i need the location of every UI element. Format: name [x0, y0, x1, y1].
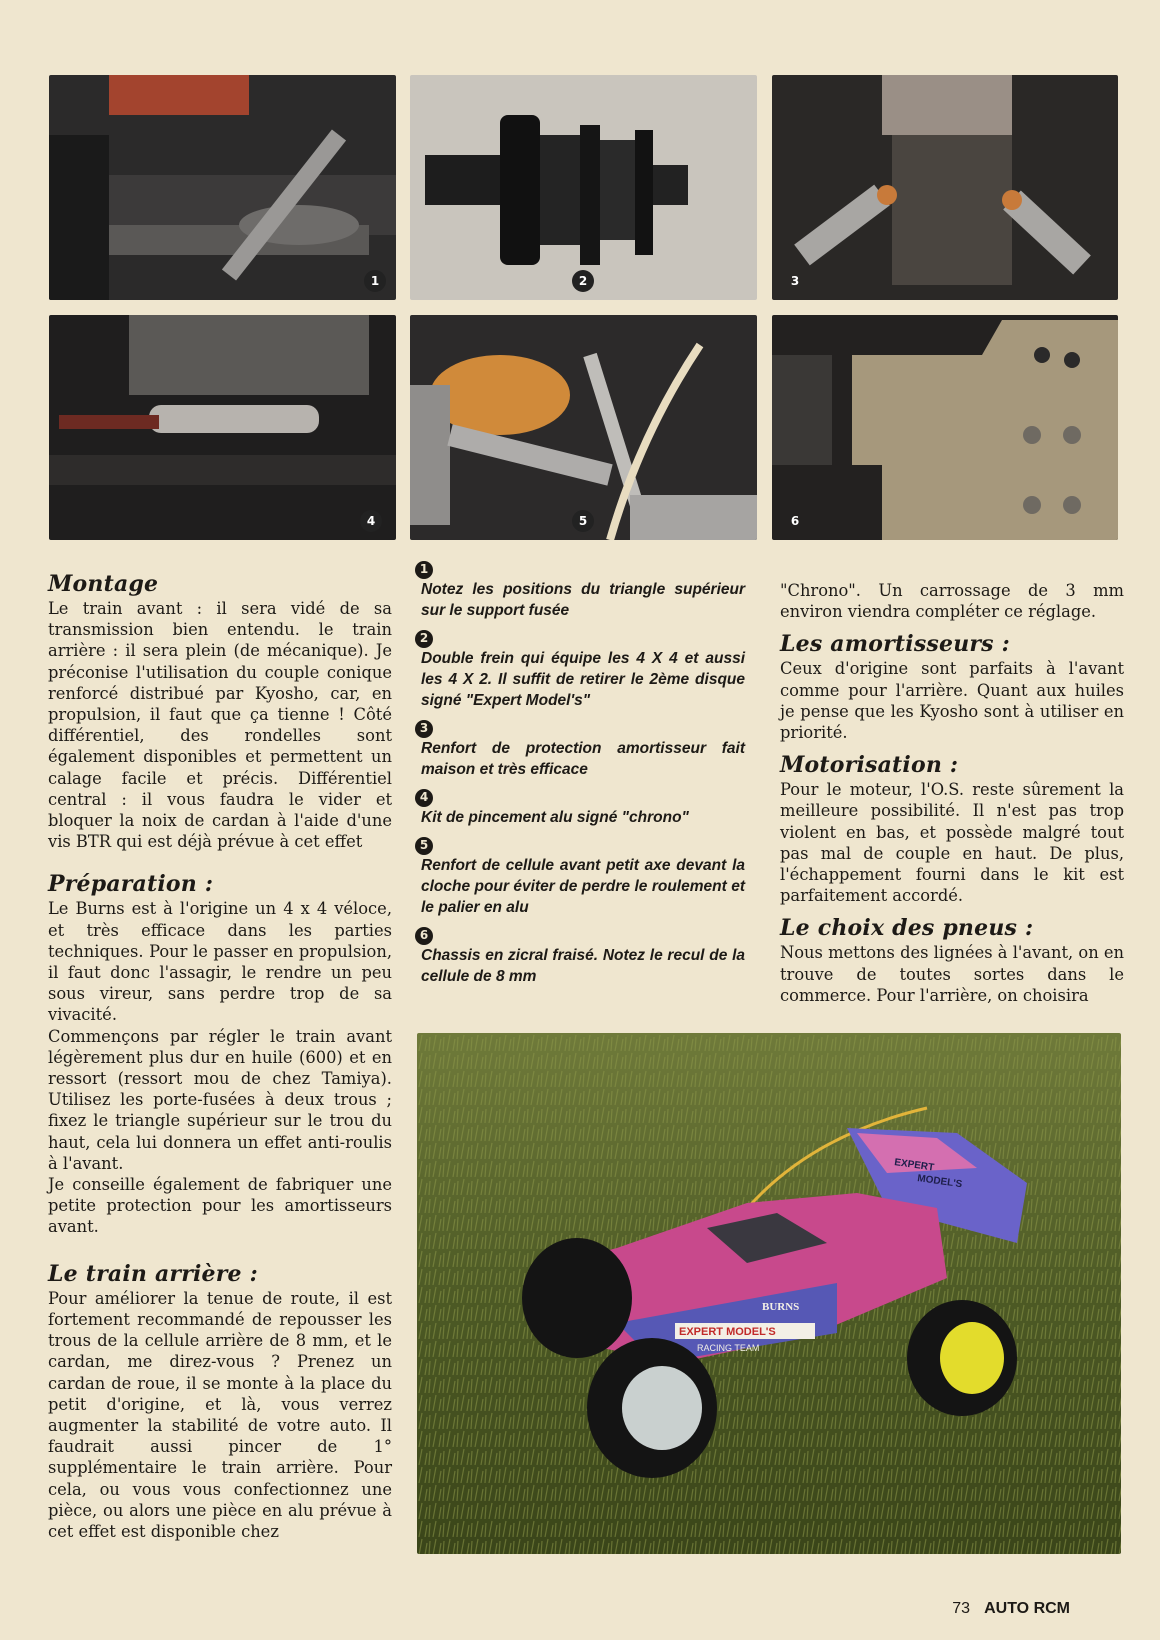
wing-decal-models: MODEL'S [916, 1173, 963, 1191]
caption-item [415, 627, 745, 711]
heading-preparation: Préparation : [48, 871, 214, 898]
paragraph-preparation-2: Commençons par régler le train avant légèrement plus dur en huile (600) et en ressort (ressort mou de chez Tamiya). Utilisez les porte-fusées à deux trous ; fixez le triangle supérieur sur le trou du haut, cela lui donnera un effet anti-roulis à l'avant. [48, 1026, 392, 1173]
heading-montage: Montage [48, 571, 159, 597]
paragraph-preparation-3: Je conseille également de fabriquer une petite protection pour les amortisseurs avant. [48, 1175, 392, 1237]
article-column-1 [48, 570, 392, 1542]
caption-number: 1 [415, 561, 433, 579]
photo-number: 3 [790, 274, 800, 288]
caption-text: Kit de pincement alu signé "chrono" [421, 809, 689, 826]
caption-text: Renfort de cellule avant petit axe devant la cloche pour éviter de perdre le roulement et le palier en alu [421, 857, 745, 916]
paragraph-continued: "Chrono". Un carrossage de 3 mm environ viendra compléter ce réglage. [780, 581, 1124, 622]
photo-captions [415, 558, 745, 993]
caption-item [415, 834, 745, 918]
caption-item [415, 924, 745, 987]
side-decal-burns: BURNS [762, 1301, 800, 1313]
photo-3-shock-protection [772, 75, 1118, 300]
caption-item [415, 717, 745, 780]
photo-number: 4 [360, 510, 382, 532]
heading-train-arriere: Le train arrière : [48, 1260, 258, 1287]
photo-1-front-suspension [49, 75, 396, 300]
wing-decal-expert: EXPERT [893, 1157, 935, 1174]
article-column-3 [780, 580, 1124, 1006]
magazine-name: AUTO RCM [984, 1600, 1070, 1617]
caption-number: 4 [415, 789, 433, 807]
caption-number: 2 [415, 630, 433, 648]
caption-number: 3 [415, 720, 433, 738]
paragraph-montage: Le train avant : il sera vidé de sa transmission bien entendu. le train arrière : il sera plein (de mécanique). Je préconise l'utilisation du couple conique renforcé distribué par Kyosho, car, en propulsion, il faut que ça tienne ! Côté différentiel, des rondelles sont également disponibles et permettent un calage facile et précis. Différentiel central : il vous faudra le vider et bloquer la noix de cardan à l'aide d'une vis BTR qui est déjà prévue à cet effet [48, 599, 392, 852]
caption-item [415, 786, 745, 828]
side-decal-expert-models: EXPERT MODEL'S [679, 1326, 776, 1338]
photo-5-front-cell-reinforcement [410, 315, 757, 540]
photo-number: 2 [572, 270, 594, 292]
heading-amortisseurs: Les amortisseurs : [780, 631, 1010, 658]
heading-motorisation: Motorisation : [780, 752, 959, 779]
paragraph-amortisseurs: Ceux d'origine sont parfaits à l'avant comme pour l'arrière. Quant aux huiles je pense que les Kyosho sont à utiliser en priorité. [780, 659, 1124, 743]
paragraph-motorisation: Pour le moteur, l'O.S. reste sûrement la meilleure possibilité. Il n'est pas trop violent en bas, et possède malgré tout pas mal de couple en haut. De plus, l'échappement fourni dans le kit est parfaitement accordé. [780, 780, 1124, 906]
photo-number: 1 [364, 270, 386, 292]
page-number: 73 [952, 1600, 971, 1617]
photo-2-brake-disc [410, 75, 757, 300]
photo-number: 5 [572, 510, 594, 532]
caption-number: 6 [415, 927, 433, 945]
paragraph-preparation-1: Le Burns est à l'origine un 4 x 4 véloce, et très efficace dans les parties techniques. Pour le passer en propulsion, il faut donc l'assagir, le rendre un peu sous vireur, sans perdre trop de sa vivacité. [48, 899, 392, 1025]
photo-number: 6 [790, 514, 800, 528]
paragraph-train-arriere: Pour améliorer la tenue de route, il est fortement recommandé de repousser les trous de la cellule arrière de 8 mm, et le cardan, me direz-vous ? Prenez un cardan de roue, il se monte à la place du petit d'origine, et là, vous verrez augmenter la stabilité de votre auto. Il faudrait aussi pincer de 1° supplémentaire le train arrière. Pour cela, ou vous vous confectionnez une pièce, ou alors une pièce en alu prévue à cet effet est disponible chez [48, 1288, 392, 1541]
photo-4-alu-pinch-kit [49, 315, 396, 540]
side-decal-racing-team: RACING TEAM [697, 1343, 760, 1353]
caption-text: Notez les positions du triangle supérieur sur le support fusée [421, 581, 745, 619]
caption-number: 5 [415, 837, 433, 855]
heading-choix-pneus: Le choix des pneus : [780, 915, 1034, 942]
page-footer [952, 1600, 1070, 1618]
caption-text: Double frein qui équipe les 4 X 4 et aussi les 4 X 2. Il suffit de retirer le 2ème disque signé "Expert Model's" [421, 650, 745, 709]
caption-item [415, 558, 745, 621]
photo-buggy-on-grass [417, 1033, 1121, 1554]
caption-text: Chassis en zicral fraisé. Notez le recul de la cellule de 8 mm [421, 947, 745, 985]
photo-6-zicral-chassis [772, 315, 1118, 540]
caption-text: Renfort de protection amortisseur fait maison et très efficace [421, 740, 745, 778]
paragraph-choix-pneus: Nous mettons des lignées à l'avant, on en trouve de toutes sortes dans le commerce. Pour l'arrière, on choisira [780, 943, 1124, 1005]
